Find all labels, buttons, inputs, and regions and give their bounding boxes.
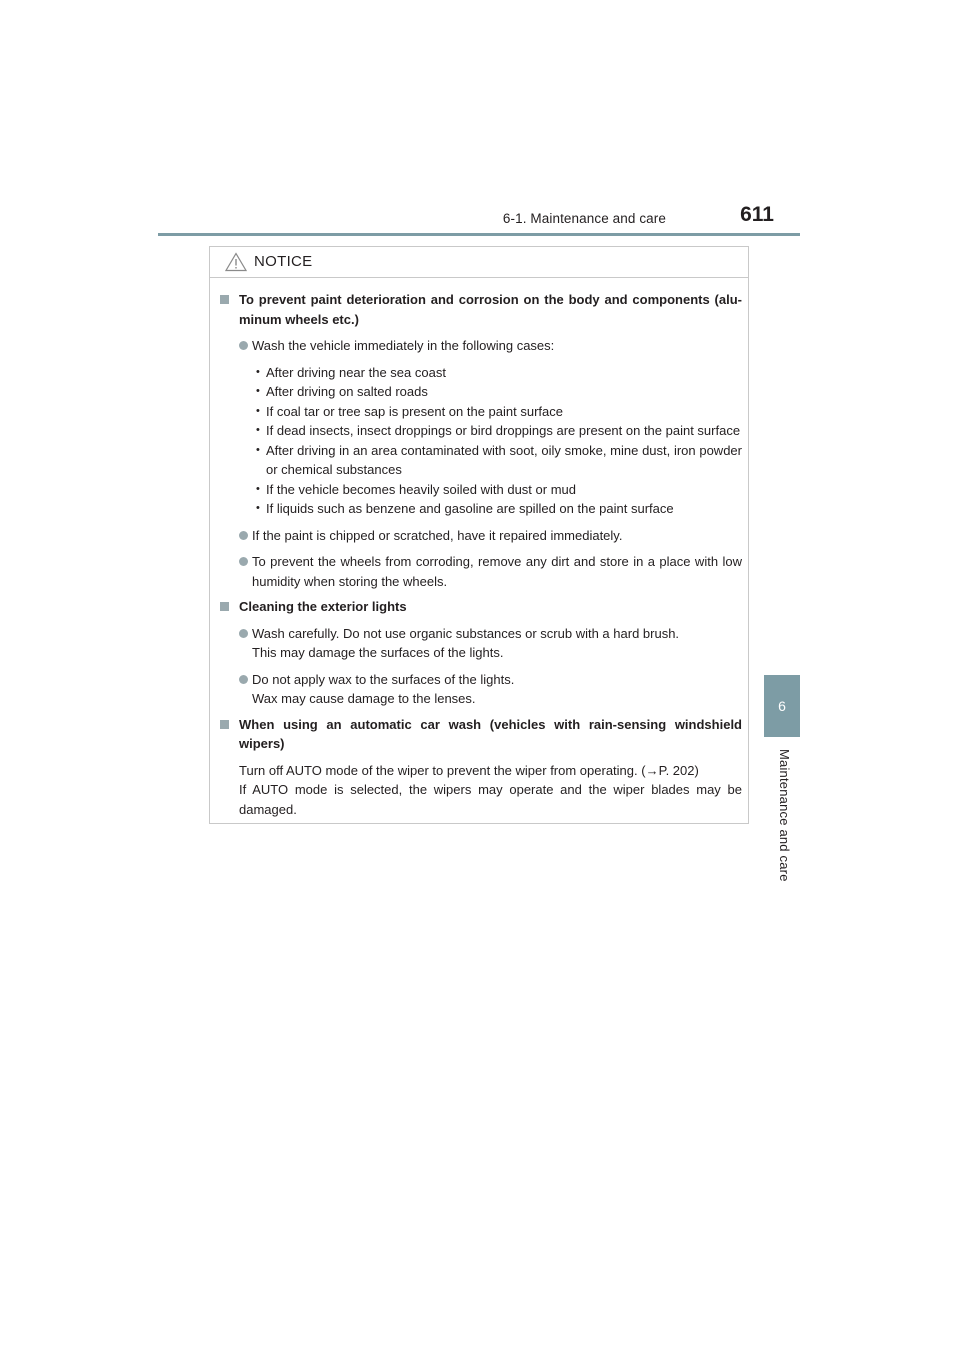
page-header xyxy=(158,200,798,236)
square-bullet-icon xyxy=(220,720,229,729)
section-heading-car-wash: When using an automatic car wash (vehicles with rain-sensing windshield wipers) xyxy=(220,715,742,754)
sub-list-item: • After driving on salted roads xyxy=(220,382,742,402)
circle-bullet-icon xyxy=(239,341,248,350)
sub-list-item: • After driving in an area contaminated with soot, oily smoke, mine dust, iron powder or chemical substances xyxy=(220,441,742,480)
notice-body xyxy=(210,278,748,819)
circle-bullet-icon xyxy=(239,557,248,566)
sub-list-item: • After driving near the sea coast xyxy=(220,363,742,383)
circle-bullet-icon xyxy=(239,675,248,684)
chapter-label-text: Maintenance and care xyxy=(777,748,792,882)
notice-title: NOTICE xyxy=(254,253,313,270)
circle-bullet-icon xyxy=(239,629,248,638)
list-item: Wash carefully. Do not use organic substances or scrub with a hard brush. This may damage the surfaces of the lights. xyxy=(220,624,742,663)
list-item: Wash the vehicle immediately in the following cases: xyxy=(220,336,742,356)
section-heading-paint: To prevent paint deterioration and corrosion on the body and components (alu-minum wheels etc.) xyxy=(220,290,742,329)
chapter-number: 6 xyxy=(778,698,786,714)
sub-list xyxy=(220,363,742,519)
section-heading-lights: Cleaning the exterior lights xyxy=(220,597,742,617)
list-item: Do not apply wax to the surfaces of the lights. Wax may cause damage to the lenses. xyxy=(220,670,742,709)
list-item: To prevent the wheels from corroding, remove any dirt and store in a place with low humidity when storing the wheels. xyxy=(220,552,742,591)
header-rule xyxy=(158,233,800,236)
chapter-label xyxy=(772,744,792,886)
circle-bullet-icon xyxy=(239,531,248,540)
square-bullet-icon xyxy=(220,602,229,611)
sub-list-item: • If the vehicle becomes heavily soiled with dust or mud xyxy=(220,480,742,500)
notice-box xyxy=(209,246,749,824)
chapter-tab xyxy=(764,675,800,737)
square-bullet-icon xyxy=(220,295,229,304)
sub-list-item: • If coal tar or tree sap is present on the paint surface xyxy=(220,402,742,422)
page-number: 611 xyxy=(740,203,774,226)
list-item: If the paint is chipped or scratched, have it repaired immediately. xyxy=(220,526,742,546)
notice-header xyxy=(210,247,748,278)
paragraph: Turn off AUTO mode of the wiper to prevent the wiper from operating. (→P. 202) If AUTO mode is selected, the wipers may operate and the wiper blades may be damaged. xyxy=(239,762,742,817)
warning-triangle-icon xyxy=(225,252,247,272)
sub-list-item: • If liquids such as benzene and gasoline are spilled on the paint surface xyxy=(220,499,742,519)
section-title: 6-1. Maintenance and care xyxy=(502,211,666,226)
sub-list-item: • If dead insects, insect droppings or bird droppings are present on the paint surface xyxy=(220,421,742,441)
